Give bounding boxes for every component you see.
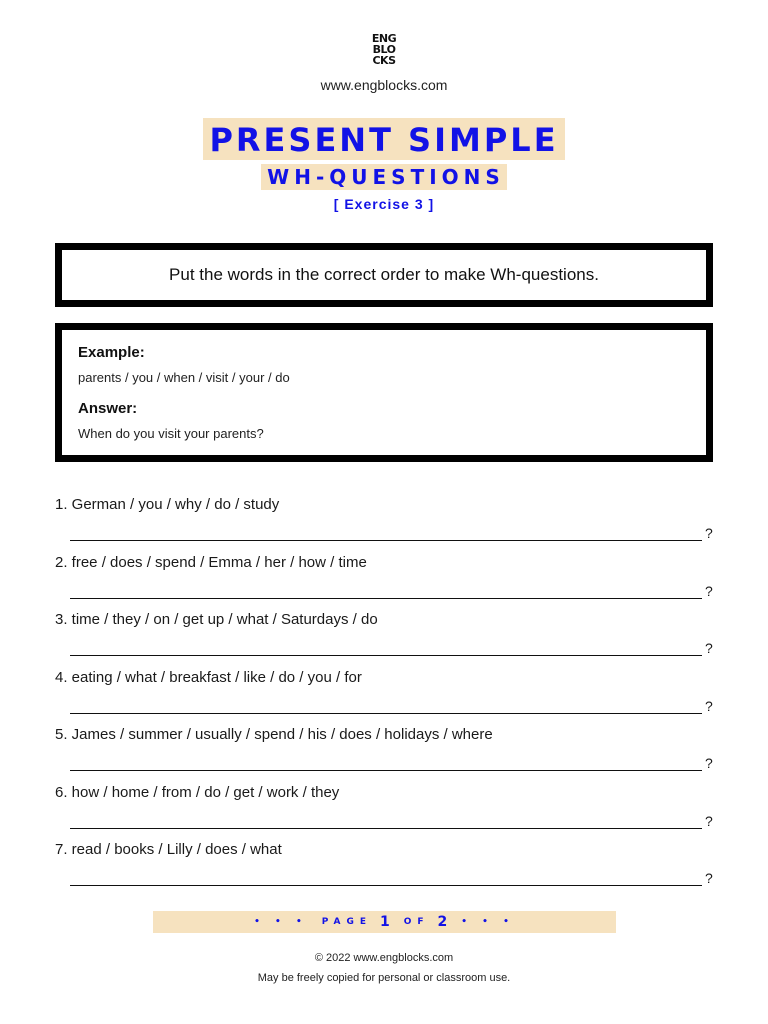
question-7: 7. read / books / Lilly / does / what — [55, 841, 282, 858]
question-4: 4. eating / what / breakfast / like / do / you / for — [55, 669, 362, 686]
question-1: 1. German / you / why / do / study — [55, 496, 280, 513]
instructions-box — [55, 243, 713, 307]
dots-right: • • • — [461, 917, 515, 927]
answer-line-3[interactable] — [70, 655, 702, 656]
page-subtitle: WH-QUESTIONS — [261, 164, 507, 190]
answer-label: Answer: — [78, 400, 138, 417]
page-total: 2 — [437, 914, 448, 930]
logo-line-3: CKS — [372, 54, 396, 67]
answer-text: When do you visit your parents? — [78, 426, 264, 441]
question-6: 6. how / home / from / do / get / work / they — [55, 784, 340, 801]
engblocks-logo — [368, 33, 400, 66]
example-box — [55, 323, 713, 462]
question-mark-2: ? — [705, 583, 713, 599]
answer-line-1[interactable] — [70, 540, 702, 541]
question-mark-3: ? — [705, 640, 713, 656]
question-mark-5: ? — [705, 755, 713, 771]
license-text: May be freely copied for personal or classroom use. — [257, 972, 511, 984]
question-mark-4: ? — [705, 698, 713, 714]
question-3: 3. time / they / on / get up / what / Saturdays / do — [55, 611, 378, 628]
page-indicator — [153, 911, 616, 933]
question-5: 5. James / summer / usually / spend / his / does / holidays / where — [55, 726, 493, 743]
logo-line-1: ENG — [371, 32, 397, 45]
subtitle-wrap — [0, 164, 768, 190]
instructions-text: Put the words in the correct order to make Wh-questions. — [169, 265, 599, 284]
page-word: PAGE — [321, 917, 372, 927]
dots-left: • • • — [254, 917, 308, 927]
website-url: www.engblocks.com — [320, 77, 448, 93]
question-2: 2. free / does / spend / Emma / her / how / time — [55, 554, 367, 571]
title-wrap — [0, 118, 768, 160]
page-number: 1 — [379, 914, 390, 930]
logo-line-2: BLO — [372, 43, 396, 56]
question-mark-7: ? — [705, 870, 713, 886]
of-word: OF — [403, 917, 430, 927]
copyright-text: © 2022 www.engblocks.com — [314, 952, 454, 964]
exercise-label: [ Exercise 3 ] — [333, 196, 435, 212]
answer-line-4[interactable] — [70, 713, 702, 714]
example-label: Example: — [78, 344, 145, 361]
question-mark-6: ? — [705, 813, 713, 829]
question-mark-1: ? — [705, 525, 713, 541]
answer-line-5[interactable] — [70, 770, 702, 771]
example-text: parents / you / when / visit / your / do — [78, 370, 290, 385]
page-title: PRESENT SIMPLE — [203, 118, 564, 160]
answer-line-7[interactable] — [70, 885, 702, 886]
answer-line-2[interactable] — [70, 598, 702, 599]
answer-line-6[interactable] — [70, 828, 702, 829]
